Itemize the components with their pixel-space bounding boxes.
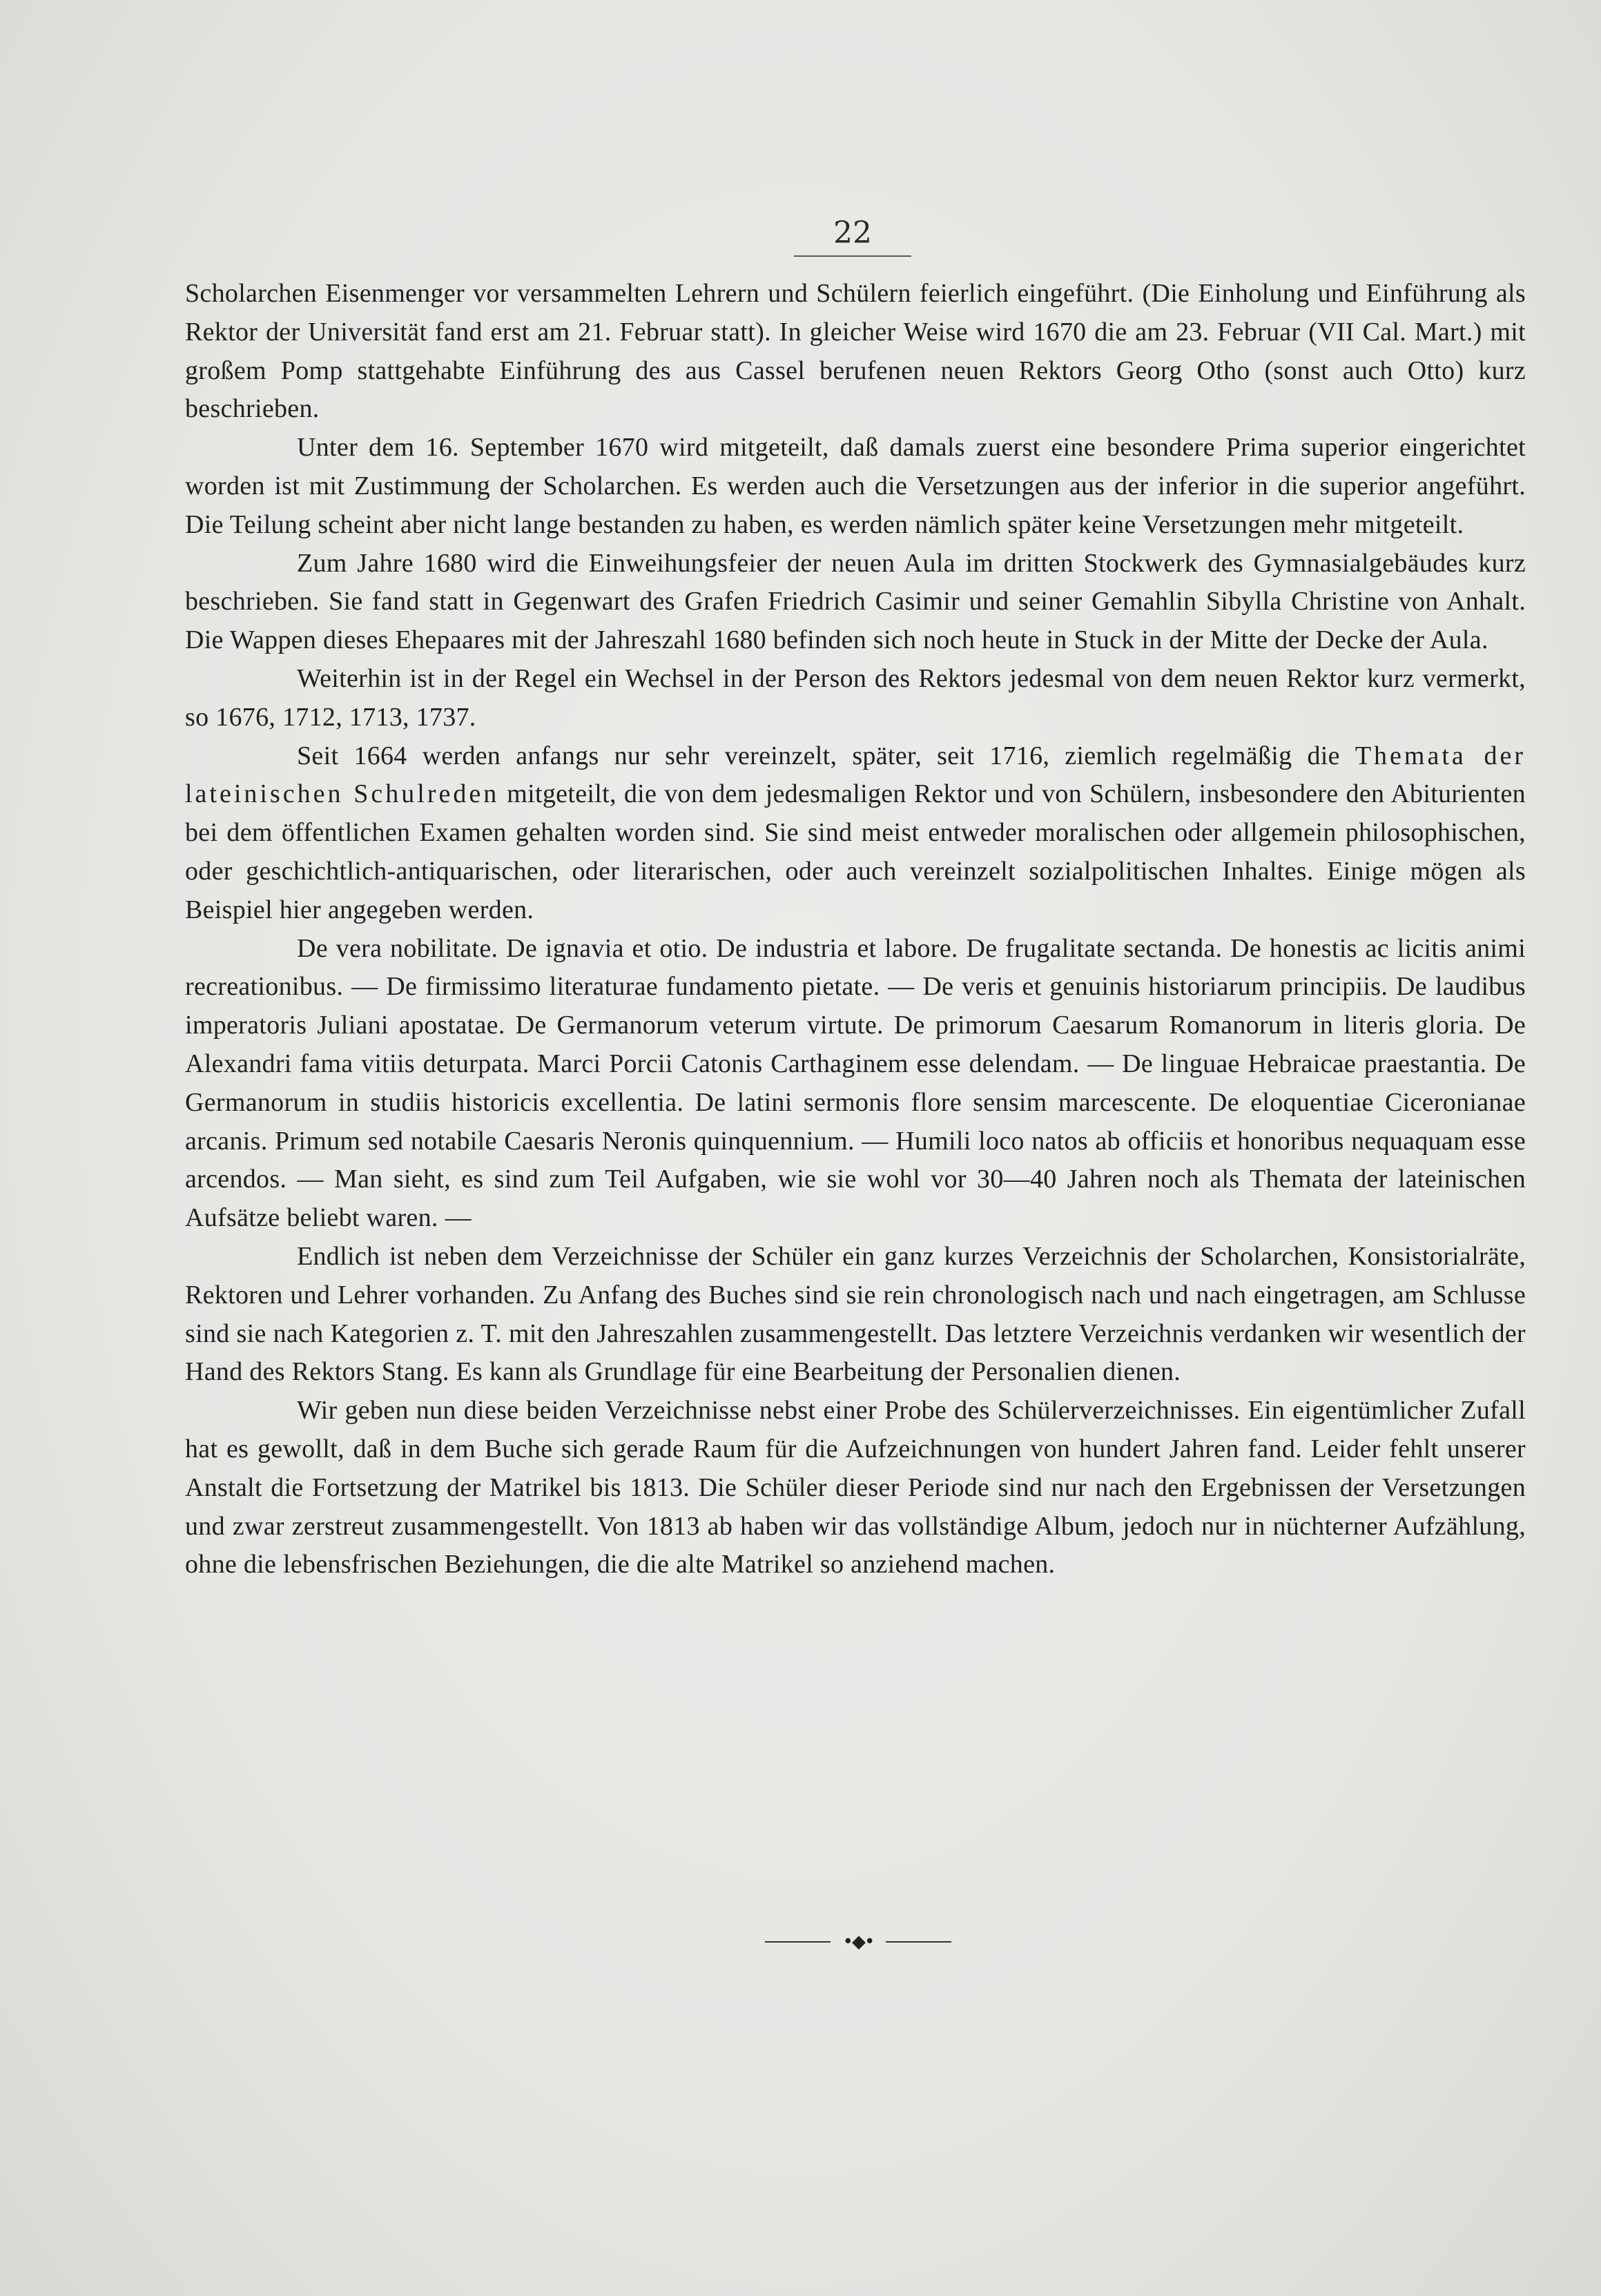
paragraph-5-start: Seit 1664 werden anfangs nur sehr vereinzelt, später, seit 1716, ziemlich regelmäßig die xyxy=(297,741,1355,770)
paragraph-6-latin-themes: De vera nobilitate. De ignavia et otio. De industria et labore. De frugalitate sectanda. De honestis ac licitis animi recreationibus. — De firmissimo literaturae fundamento pietate. — De veris et genuinis historiarum principiis. De laudibus imperatoris Juliani apostatae. De Germanorum veterum virtute. De primorum Caesarum Romanorum in literis gloria. De Alexandri fama vitiis deturpata. Marci Porcii Catonis Carthaginem esse delendam. — De linguae Hebraicae praestantia. De Germanorum in studiis historicis excellentia. De latini sermonis flore sensim marcescente. De eloquentiae Ciceronianae arcanis. Primum sed notabile Caesaris Neronis quinquennium. — Humili loco natos ab officiis et honoribus nequaquam esse arcendos. — Man sieht, es sind zum Teil Aufgaben, wie sie wohl vor 30—40 Jahren noch als Themata der lateinischen Aufsätze beliebt waren. — xyxy=(185,933,1526,1233)
ornament-left-rule xyxy=(765,1941,831,1943)
ornament-glyph: •◆• xyxy=(842,1932,874,1952)
paragraph-7: Endlich ist neben dem Verzeichnisse der Schüler ein ganz kurzes Verzeichnis der Scholarchen, Konsistorialräte, Rektoren und Lehrer vorhanden. Zu Anfang des Buches sind sie rein chronologisch nach und nach eingetragen, am Schlusse sind sie nach Kategorien z. T. mit den Jahreszahlen zusammengestellt. Das letztere Verzeichnis verdanken wir wesentlich der Hand des Rektors Stang. Es kann als Grundlage für eine Bearbeitung der Personalien dienen. xyxy=(185,1241,1526,1387)
page-number: 22 xyxy=(833,215,872,251)
body-text xyxy=(185,275,1526,1584)
paragraph-5 xyxy=(185,737,1526,930)
paragraph-2: Unter dem 16. September 1670 wird mitgeteilt, daß damals zuerst eine besondere Prima superior eingerichtet worden ist mit Zustimmung der Scholarchen. Es werden auch die Versetzungen aus der inferior in die superior angeführt. Die Teilung scheint aber nicht lange bestanden zu haben, es werden nämlich später keine Versetzungen mehr mitgeteilt. xyxy=(185,433,1526,539)
ornament-right-rule xyxy=(886,1941,951,1943)
paragraph-5-end: mitgeteilt, die von dem jedesmaligen Rektor und von Schülern, insbesondere den Abiturienten bei dem öffentlichen Examen gehalten worden sind. Sie sind meist entweder moralischen oder allgemein philosophischen, oder geschichtlich-antiquarischen, oder literarischen, oder auch vereinzelt sozialpolitischen Inhaltes. Einige mögen als Beispiel hier angegeben werden. xyxy=(185,779,1526,924)
paragraph-4: Weiterhin ist in der Regel ein Wechsel in der Person des Rektors jedesmal von dem neuen Rektor kurz vermerkt, so 1676, 1712, 1713, 1737. xyxy=(185,663,1526,732)
paragraph-3: Zum Jahre 1680 wird die Einweihungsfeier der neuen Aula im dritten Stockwerk des Gymnasialgebäudes kurz beschrieben. Sie fand statt in Gegenwart des Grafen Friedrich Casimir und seiner Gemahlin Sibylla Christine von Anhalt. Die Wappen dieses Ehepaares mit der Jahreszahl 1680 befinden sich noch heute in Stuck in der Mitte der Decke der Aula. xyxy=(185,548,1526,655)
paragraph-8: Wir geben nun diese beiden Verzeichnisse nebst einer Probe des Schülerverzeichnisses. Ein eigentümlicher Zufall hat es gewollt, daß in dem Buche sich gerade Raum für die Aufzeichnungen von hundert Jahren fand. Leider fehlt unserer Anstalt die Fortsetzung der Matrikel bis 1813. Die Schüler dieser Periode sind nur nach den Ergebnissen der Versetzungen und zwar zerstreut zusammengestellt. Von 1813 ab haben wir das vollständige Album, jedoch nur in nüchterner Aufzählung, ohne die lebensfrischen Beziehungen, die die alte Matrikel so anziehend machen. xyxy=(185,1396,1526,1579)
spaced-emphasis: Themata der lateinischen Schulreden xyxy=(185,741,1526,809)
page-number-rule xyxy=(794,255,911,257)
end-ornament xyxy=(765,1932,951,1952)
paragraph-1: Scholarchen Eisenmenger vor versammelten Lehrern und Schülern feierlich eingeführt. (Die Einholung und Einführung als Rektor der Universität fand erst am 21. Februar statt). In gleicher Weise wird 1670 die am 23. Februar (VII Cal. Mart.) mit großem Pomp stattgehabte Einführung des aus Cassel berufenen neuen Rektors Georg Otho (sonst auch Otto) kurz beschrieben. xyxy=(185,279,1526,424)
